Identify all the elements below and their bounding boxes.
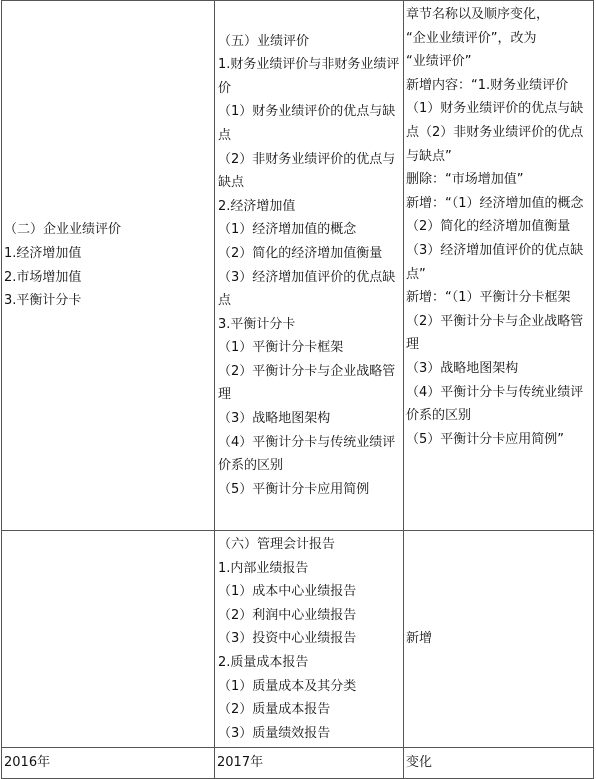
cell-line: （2）简化的经济增加值衡量 (406, 219, 571, 235)
cell-line: （1）平衡计分卡框架 (218, 340, 344, 356)
table-row (2, 531, 594, 748)
cell-line: 1.经济增加值 (4, 245, 82, 261)
cell-new-syllabus (215, 531, 404, 748)
table-row (2, 1, 594, 531)
cell-change (404, 1, 594, 531)
cell-line: （1）财务业绩评价的优点与缺点（2）非财务业绩评价的优点与缺点” (406, 101, 584, 164)
cell-line: （2）简化的经济增加值衡量 (218, 245, 383, 261)
table-footer-row (2, 748, 594, 779)
cell-new-syllabus (215, 1, 404, 531)
cell-line: （2）平衡计分卡与企业战略管理 (218, 363, 396, 403)
cell-line: 新增：“（1）平衡计分卡框架 (406, 290, 571, 306)
cell-line: 2.经济增加值 (218, 198, 296, 214)
cell-line: （3）战略地图架构 (406, 360, 519, 376)
footer-year-2017: 2017年 (215, 748, 404, 779)
cell-line: （2）利润中心业绩报告 (218, 607, 357, 623)
cell-line: 章节名称以及顺序变化， (406, 7, 550, 22)
cell-line: 2.质量成本报告 (218, 654, 309, 670)
cell-line: （二）企业业绩评价 (4, 222, 122, 238)
cell-line: （2）非财务业绩评价的优点与缺点 (218, 151, 396, 191)
cell-line: （3）质量绩效报告 (218, 725, 331, 741)
cell-line: （六）管理会计报告 (218, 537, 336, 552)
cell-line: “业绩评价” (406, 54, 472, 70)
cell-line: 新增内容：“1.财务业绩评价 (406, 77, 569, 93)
footer-year-2016: 2016年 (2, 748, 215, 779)
cell-line: （5）平衡计分卡应用简例” (406, 431, 565, 447)
cell-old-syllabus (2, 531, 215, 748)
cell-line: “企业业绩评价”，改为 (406, 30, 537, 46)
cell-line: （1）财务业绩评价的优点与缺点 (218, 104, 396, 143)
cell-line: 新增 (406, 631, 433, 647)
cell-line: （五）业绩评价 (218, 33, 310, 49)
cell-line: （1）成本中心业绩报告 (218, 584, 357, 600)
cell-line: 删除：“市场增加值” (406, 172, 524, 188)
cell-line: （3）经济增加值评价的优点缺点 (218, 269, 396, 309)
cell-line: （1）经济增加值的概念 (218, 222, 357, 238)
cell-line: 新增：“（1）经济增加值的概念 (406, 195, 584, 211)
cell-line: 3.平衡计分卡 (4, 293, 82, 309)
cell-line: （3）投资中心业绩报告 (218, 631, 357, 647)
cell-line: （3）战略地图架构 (218, 411, 331, 427)
cell-line: （5）平衡计分卡应用简例 (218, 481, 370, 497)
cell-change (404, 531, 594, 748)
cell-line: （1）质量成本及其分类 (218, 678, 357, 694)
cell-line: 1.内部业绩报告 (218, 560, 309, 576)
cell-line: （4）平衡计分卡与传统业绩评价系的区别 (218, 434, 396, 474)
cell-line: （4）平衡计分卡与传统业绩评价系的区别 (406, 384, 584, 424)
cell-line: （2）平衡计分卡与企业战略管理 (406, 313, 584, 353)
cell-old-syllabus (2, 1, 215, 531)
footer-change-label: 变化 (404, 748, 594, 779)
cell-line: （2）质量成本报告 (218, 702, 331, 718)
cell-line: 2.市场增加值 (4, 269, 82, 285)
cell-line: （3）经济增加值评价的优点缺点” (406, 242, 584, 282)
cell-line: 3.平衡计分卡 (218, 316, 296, 332)
cell-line: 1.财务业绩评价与非财务业绩评价 (218, 57, 400, 96)
comparison-table (1, 0, 594, 779)
